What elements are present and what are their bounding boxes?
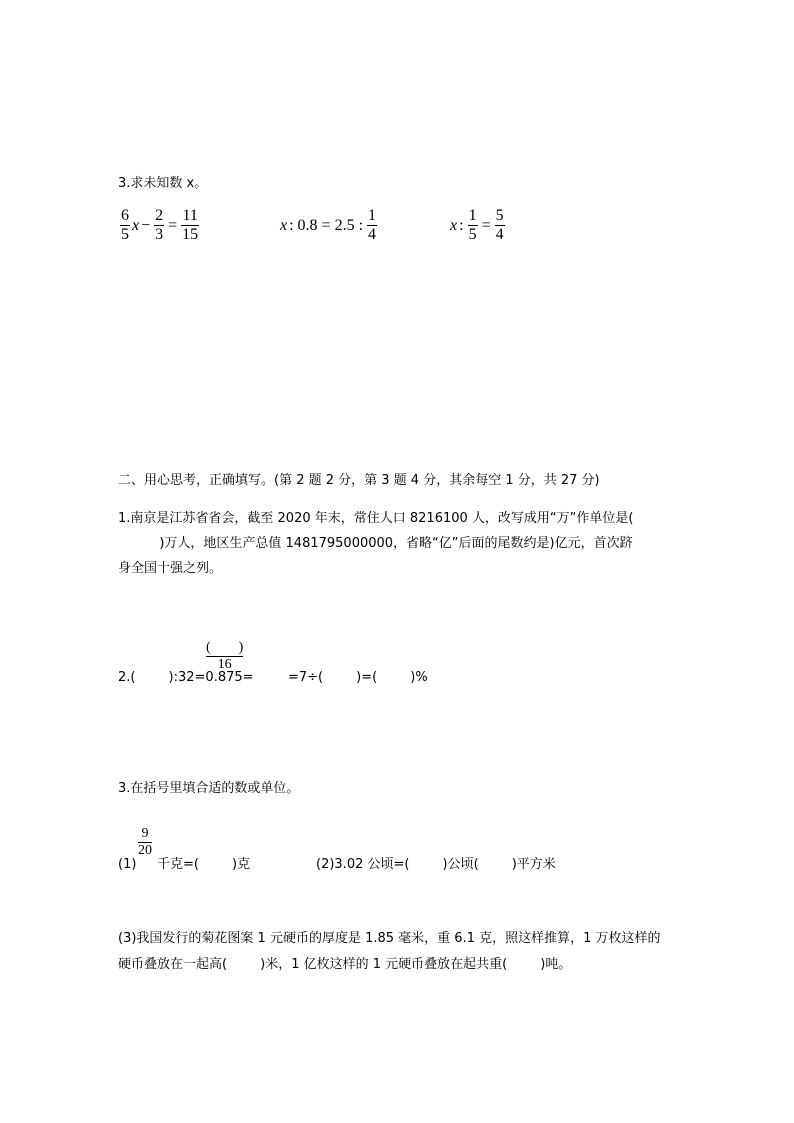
- equation-2: [280, 207, 379, 244]
- eq1-c-den: 15: [182, 226, 199, 243]
- equation-1: [118, 207, 201, 244]
- q2-right: =7÷( )=( )%: [288, 670, 428, 685]
- eq3-c-den: 4: [495, 226, 504, 243]
- q1-line3: 身全国十强之列。: [118, 561, 223, 576]
- eq3-equals: =: [481, 216, 491, 234]
- q1-line2: )万人，地区生产总值 1481795000000，省略“亿”后面的尾数约是)亿元，首次跻: [118, 536, 633, 551]
- q3-title: 3.在括号里填合适的数或单位。: [118, 781, 300, 796]
- eq3-c-num: 5: [495, 207, 504, 224]
- q3-p1-text: 千克=( )克: [157, 857, 251, 872]
- eq1-frac-b: [154, 207, 164, 244]
- q3-p1-label: (1): [118, 857, 137, 872]
- eq3-var: x: [450, 216, 458, 234]
- q1-line1: 1.南京是江苏省省会，截至 2020 年末，常住人口 8216100 人，改写成用“万”作单位是(: [118, 511, 634, 526]
- equation-3: [450, 207, 507, 244]
- eq1-minus: −: [141, 216, 151, 234]
- q2-fraction: [206, 640, 243, 673]
- eq1-equals: =: [168, 216, 178, 234]
- eq1-b-den: 3: [155, 226, 164, 243]
- eq3-frac-c: [495, 207, 505, 244]
- q2-left: 2.( ):32=0.875=: [118, 670, 254, 685]
- q3-p1-fraction: [138, 826, 152, 859]
- part2-heading: 二、用心思考，正确填写。(第 2 题 2 分，第 3 题 4 分，其余每空 1 分，共 27 分): [118, 473, 600, 488]
- eq2-c-num: 1: [368, 207, 377, 224]
- eq3-frac-a: [468, 207, 478, 244]
- eq1-frac-a: [120, 207, 130, 244]
- eq1-a-den: 5: [121, 226, 129, 243]
- eq1-a-num: 6: [121, 207, 129, 224]
- eq1-frac-c: [181, 207, 199, 244]
- eq3-a-num: 1: [468, 207, 477, 224]
- eq1-var: x: [132, 216, 140, 234]
- section3-title: 3.求未知数 x。: [118, 176, 208, 191]
- eq1-b-num: 2: [155, 207, 164, 224]
- q3-p1-den: 20: [138, 843, 152, 858]
- q3-p3-line2: 硬币叠放在一起高( )米，1 亿枚这样的 1 元硬币叠放在起共重( )吨。: [118, 957, 572, 972]
- q2-frac-num: ( ): [206, 640, 244, 655]
- eq3-a-den: 5: [468, 226, 477, 243]
- eq3-colon: :: [459, 216, 464, 234]
- eq2-frac-c: [367, 207, 377, 244]
- q3-p2-text: (2)3.02 公顷=( )公顷( )平方米: [316, 857, 556, 872]
- eq2-c-den: 4: [368, 226, 377, 243]
- q3-p1-num: 9: [141, 826, 149, 841]
- eq1-c-num: 11: [182, 207, 198, 224]
- q2-frac-den: 16: [217, 657, 232, 672]
- q3-p3-line1: (3)我国发行的菊花图案 1 元硬币的厚度是 1.85 毫米，重 6.1 克，照这样推算，1 万枚这样的: [118, 931, 661, 946]
- eq2-var: x: [280, 216, 288, 234]
- eq2-mid: : 0.8 = 2.5 :: [289, 216, 364, 234]
